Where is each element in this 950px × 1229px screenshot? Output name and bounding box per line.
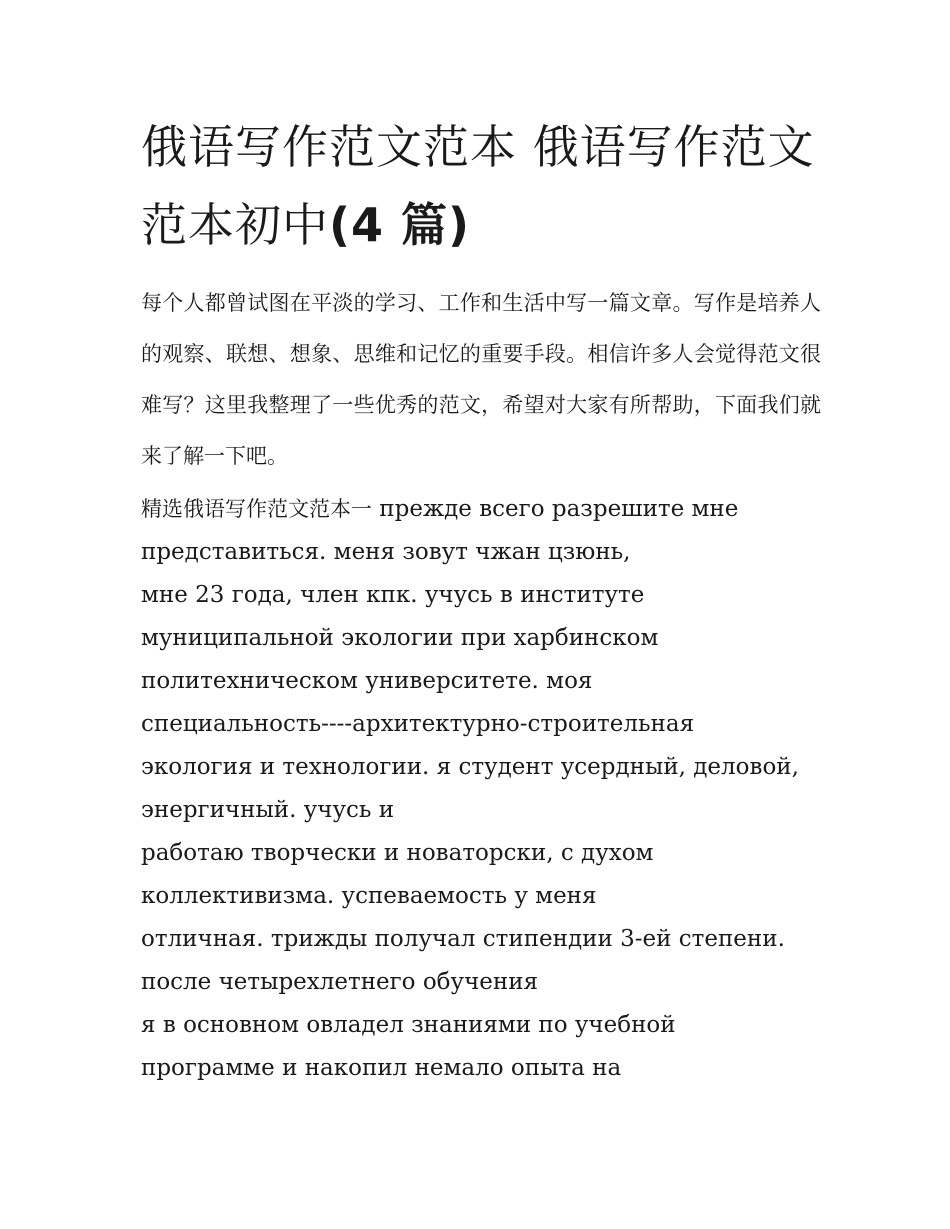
- document-title: [141, 108, 821, 264]
- essay-line: муниципальной экологии при харбинском: [141, 625, 659, 651]
- title-suffix: (4 篇): [329, 198, 471, 252]
- essay-line: экология и технологии. я студент усердный, деловой,: [141, 754, 799, 780]
- section-lead: 精选俄语写作范文范本一: [141, 497, 372, 521]
- essay-line: программе и накопил немало опыта на: [141, 1055, 622, 1081]
- essay-line: представиться. меня зовут чжан цзюнь,: [141, 539, 631, 565]
- essay-line: мне 23 года, член кпк. учусь в институте: [141, 582, 645, 608]
- essay-line: политехническом университете. моя: [141, 668, 593, 694]
- essay-line: специальность----архитектурно-строительная: [141, 711, 695, 737]
- document-page: [141, 108, 821, 1090]
- essay-line: коллективизма. успеваемость у меня: [141, 883, 597, 909]
- essay-line: работаю творчески и новаторски, с духом: [141, 840, 654, 866]
- essay-line-text: прежде всего разрешите мне: [372, 496, 739, 522]
- essay-line: отличная. трижды получал стипендии 3-ей степени.: [141, 926, 785, 952]
- essay-line-0: [141, 488, 821, 531]
- essay-line: энергичный. учусь и: [141, 797, 395, 823]
- essay-line: после четырехлетнего обучения: [141, 969, 539, 995]
- title-main: 俄语写作范文范本 俄语写作范文范本初中: [141, 120, 815, 252]
- essay-body: [141, 488, 821, 1090]
- intro-paragraph: 每个人都曾试图在平淡的学习、工作和生活中写一篇文章。写作是培养人的观察、联想、想象、思维和记忆的重要手段。相信许多人会觉得范文很难写？这里我整理了一些优秀的范文，希望对大家有所帮助，下面我们就来了解一下吧。: [141, 291, 821, 468]
- essay-line: я в основном овладел знаниями по учебной: [141, 1012, 676, 1038]
